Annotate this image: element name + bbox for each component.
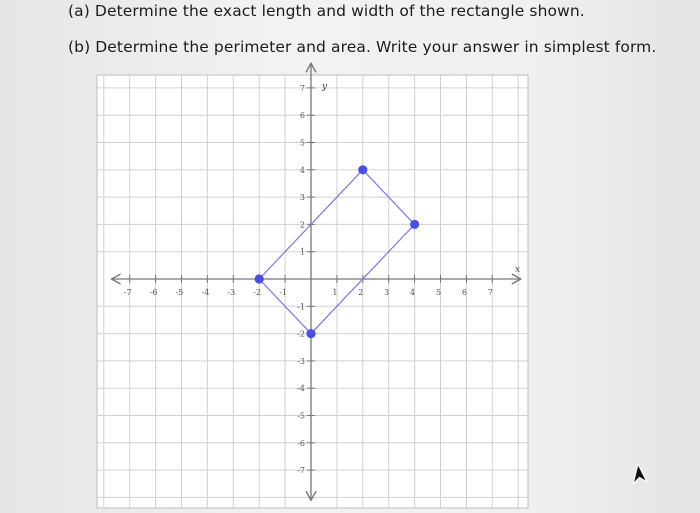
x-tick-label: 7 <box>487 288 493 297</box>
vertex-point <box>410 220 419 229</box>
y-axis-label: y <box>322 82 328 92</box>
mouse-pointer-icon <box>628 462 650 486</box>
x-tick-label: 4 <box>410 288 416 297</box>
y-tick-label: -2 <box>297 329 305 339</box>
vertex-point <box>255 274 264 283</box>
x-tick-label: -6 <box>149 288 158 297</box>
y-tick-label: -5 <box>297 411 305 421</box>
y-tick-label: 3 <box>299 193 305 203</box>
y-tick-label: -4 <box>297 384 305 394</box>
x-tick-label: 6 <box>461 288 467 297</box>
y-tick-label: 2 <box>299 220 305 230</box>
x-tick-label: -1 <box>279 288 287 297</box>
y-tick-label: -7 <box>297 466 305 476</box>
x-tick-label: -3 <box>227 288 236 297</box>
y-tick-label: -6 <box>297 438 305 448</box>
vertex-point <box>306 329 315 338</box>
x-axis-label: x <box>515 265 521 275</box>
x-tick-label: -7 <box>123 288 132 297</box>
question-a: (a) Determine the exact length and width of the rectangle shown. <box>68 2 585 20</box>
x-tick-label: 3 <box>384 288 390 297</box>
y-tick-label: 6 <box>299 111 305 121</box>
y-tick-label: -3 <box>297 356 305 366</box>
x-tick-label: -5 <box>175 288 184 297</box>
x-tick-label: -4 <box>201 288 210 297</box>
y-tick-label: 7 <box>299 83 305 93</box>
x-tick-label: 2 <box>358 288 364 297</box>
y-tick-label: 4 <box>299 165 305 175</box>
y-tick-label: 5 <box>299 138 305 148</box>
vertex-point <box>358 165 367 174</box>
y-tick-label: -1 <box>297 302 305 312</box>
x-tick-label: -2 <box>253 288 262 297</box>
question-b: (b) Determine the perimeter and area. Write your answer in simplest form. <box>68 38 657 56</box>
x-tick-label: 1 <box>332 288 338 297</box>
y-tick-label: 1 <box>299 247 305 257</box>
x-tick-label: 5 <box>435 288 442 297</box>
